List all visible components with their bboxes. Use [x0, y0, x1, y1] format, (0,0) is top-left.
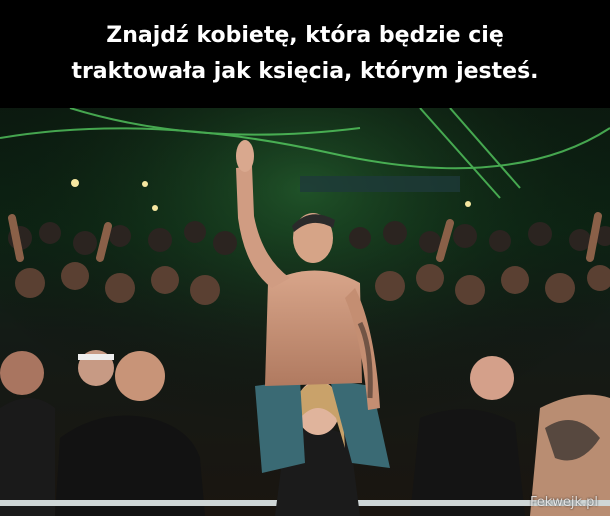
person-left: [0, 398, 55, 516]
man-raised-hand: [236, 140, 254, 172]
headband: [78, 354, 114, 360]
caption: [0, 0, 610, 108]
concert-scene-illustration: [0, 108, 610, 516]
caption-line-2: traktowała jak księcia, którym jesteś.: [71, 59, 539, 84]
man-right-head: [470, 356, 514, 400]
stage-light: [465, 201, 471, 207]
stage-banner: [300, 176, 460, 192]
man-right: [410, 409, 525, 516]
concert-photo: [0, 108, 610, 516]
stage-light: [71, 179, 79, 187]
man-head: [115, 351, 165, 401]
stage-light: [152, 205, 158, 211]
watermark: Fekwejk.pl: [529, 495, 598, 510]
man-torso: [265, 271, 362, 387]
man-shorts-left: [255, 380, 305, 473]
caption-line-1: Znajdź kobietę, która będzie cię: [106, 23, 504, 48]
stage-light: [142, 181, 148, 187]
person-left-head: [0, 351, 44, 395]
